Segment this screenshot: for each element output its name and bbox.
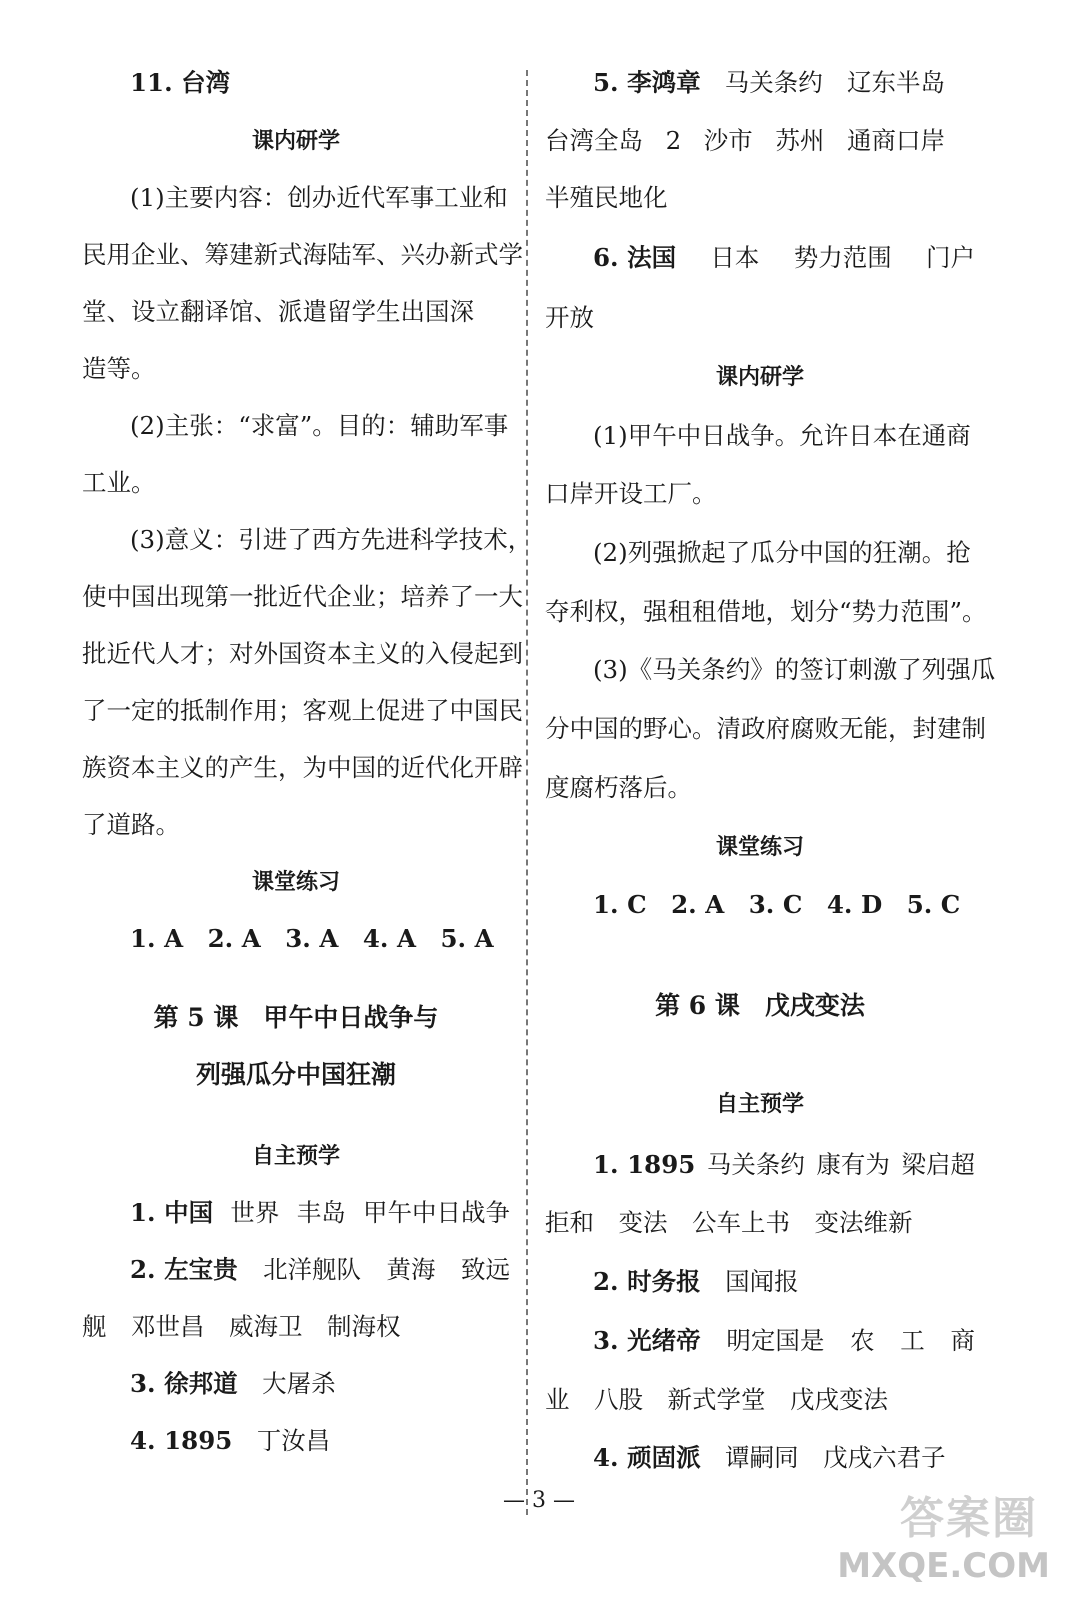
answer-term: 日本 <box>710 243 760 272</box>
answer-line <box>545 1208 913 1238</box>
answer-line: 半殖民地化 <box>545 183 668 212</box>
answer-line <box>130 1369 336 1399</box>
answer-line <box>593 1267 799 1297</box>
answer-term: 变法维新 <box>814 1208 913 1237</box>
paragraph-line: 族资本主义的产生，为中国的近代化开辟 <box>82 753 523 782</box>
paragraph-line: (2)主张：“求富”。目的：辅助军事 <box>130 411 509 440</box>
answer-line <box>545 126 945 156</box>
paragraph-line: (2)列强掀起了瓜分中国的狂潮。抢 <box>593 538 971 567</box>
answer: 5. A <box>440 924 494 953</box>
answer-term: 6. 法国 <box>593 243 677 272</box>
lesson-title: 第 6 课 戊戌变法 <box>655 991 865 1020</box>
answer-term: 2. 左宝贵 <box>130 1255 238 1284</box>
answer-term: 世界 <box>230 1198 280 1227</box>
section-heading-practice: 课堂练习 <box>715 834 804 860</box>
answer-term: 3. 徐邦道 <box>130 1369 238 1398</box>
answer-term: 门户 <box>926 243 975 272</box>
answer: 3. C <box>748 890 803 919</box>
answer-term: 业 <box>545 1385 570 1414</box>
paragraph-line: 口岸开设工厂。 <box>545 479 717 508</box>
answer-term: 变法 <box>618 1208 668 1237</box>
left-column <box>82 0 533 1520</box>
answer: 2. A <box>671 890 725 919</box>
paragraph-line: 了一定的抵制作用；客观上促进了中国民 <box>82 696 523 725</box>
paragraph-line: 夺利权，强租租借地，划分“势力范围”。 <box>545 597 987 626</box>
answer-term: 2. 时务报 <box>593 1267 701 1296</box>
answer-term: 商 <box>950 1326 975 1355</box>
answer-term: 2 <box>665 126 682 155</box>
paragraph-line: 工业。 <box>82 468 156 497</box>
answer-term: 国闻报 <box>725 1267 799 1296</box>
answer-term: 邓世昌 <box>131 1312 205 1341</box>
answer-term: 丁汝昌 <box>256 1426 331 1455</box>
section-heading-study: 课内研学 <box>251 128 340 154</box>
answer-line <box>130 1198 510 1228</box>
answer-term: 公车上书 <box>692 1208 790 1237</box>
answer-term: 丰岛 <box>296 1198 346 1227</box>
answer-line <box>593 1150 975 1180</box>
paragraph-line: (1)甲午中日战争。允许日本在通商 <box>593 421 971 450</box>
lesson-title: 列强瓜分中国狂潮 <box>195 1060 396 1089</box>
answer-term: 威海卫 <box>229 1312 303 1341</box>
paragraph-line: (1)主要内容：创办近代军事工业和 <box>130 183 508 212</box>
practice-answers <box>593 890 960 920</box>
answer-term: 5. 李鸿章 <box>593 68 701 97</box>
answer-term: 谭嗣同 <box>725 1443 799 1472</box>
answer-term: 拒和 <box>545 1208 594 1237</box>
answer-item-11: 11. 台湾 <box>130 68 231 97</box>
answer-term: 戊戌变法 <box>790 1385 888 1414</box>
paragraph-line: 了道路。 <box>82 810 180 839</box>
answer: 4. D <box>826 890 883 919</box>
answer-term: 沙市 <box>703 126 753 155</box>
answer-term: 工 <box>900 1326 925 1355</box>
answer-line <box>593 68 945 98</box>
section-heading-preview: 自主预学 <box>715 1091 804 1117</box>
answer-term: 4. 1895 <box>130 1426 233 1455</box>
answer-term: 明定国是 <box>726 1326 825 1355</box>
answer-line <box>593 1326 975 1356</box>
answer-line <box>130 1255 510 1285</box>
practice-answers <box>130 924 494 954</box>
answer: 2. A <box>207 924 261 953</box>
answer-term: 新式学堂 <box>667 1385 766 1414</box>
paragraph-line: 分中国的野心。清政府腐败无能，封建制 <box>545 714 986 743</box>
answer-line: 开放 <box>545 303 594 332</box>
answer-term: 舰 <box>82 1312 107 1341</box>
paragraph-line: 造等。 <box>82 354 156 383</box>
paragraph-line: 堂、设立翻译馆、派遣留学生出国深 <box>82 297 474 326</box>
paragraph-line: 民用企业、筹建新式海陆军、兴办新式学 <box>82 240 523 269</box>
answer: 1. C <box>593 890 647 919</box>
answer-term: 黄海 <box>386 1255 436 1284</box>
answer-term: 甲午中日战争 <box>363 1198 510 1227</box>
section-heading-study: 课内研学 <box>715 364 804 390</box>
answer-term: 辽东半岛 <box>846 68 945 97</box>
paragraph-line: 批近代人才；对外国资本主义的入侵起到 <box>82 639 523 668</box>
answer-term: 戊戌六君子 <box>823 1443 946 1472</box>
answer-term: 梁启超 <box>901 1150 975 1179</box>
answer-line <box>130 1426 330 1456</box>
section-heading-preview: 自主预学 <box>251 1143 340 1169</box>
watermark-logo-text: 答案圈 <box>900 1493 1038 1544</box>
column-divider <box>526 70 528 1515</box>
answer: 3. A <box>285 924 339 953</box>
paragraph-line: 使中国出现第一批近代企业；培养了一大 <box>82 582 523 611</box>
answer-term: 3. 光绪帝 <box>593 1326 701 1355</box>
answer-line <box>593 243 975 273</box>
answer-term: 制海权 <box>327 1312 401 1341</box>
answer-line <box>82 1312 401 1342</box>
answer-line <box>593 1443 946 1473</box>
answer-term: 马关条约 <box>706 1150 805 1179</box>
answer-term: 康有为 <box>816 1150 890 1179</box>
answer-term: 农 <box>850 1326 875 1355</box>
answer-term: 苏州 <box>775 126 825 155</box>
answer-term: 马关条约 <box>724 68 823 97</box>
answer-term: 4. 顽固派 <box>593 1443 701 1472</box>
answer-term: 台湾全岛 <box>545 126 643 155</box>
answer-term: 1. 1895 <box>593 1150 696 1179</box>
paragraph-line: (3)《马关条约》的签订刺激了列强瓜 <box>593 655 996 684</box>
section-heading-practice: 课堂练习 <box>251 869 340 895</box>
answer: 4. A <box>362 924 416 953</box>
watermark-url: MXQE.COM <box>837 1546 1050 1586</box>
answer: 5. C <box>906 890 961 919</box>
lesson-title: 第 5 课 甲午中日战争与 <box>153 1003 439 1032</box>
answer-term: 通商口岸 <box>846 126 945 155</box>
answer-term: 致远 <box>460 1255 510 1284</box>
answer-line <box>545 1385 888 1415</box>
answer-term: 八股 <box>594 1385 643 1414</box>
answer-term: 北洋舰队 <box>263 1255 362 1284</box>
page-number: — 3 — <box>503 1488 575 1513</box>
answer: 1. A <box>130 924 184 953</box>
paragraph-line: (3)意义：引进了西方先进科学技术， <box>130 525 533 554</box>
paragraph-line: 度腐朽落后。 <box>545 773 692 802</box>
right-column <box>545 0 996 1520</box>
watermark-logo <box>837 1474 1056 1594</box>
answer-term: 大屠杀 <box>262 1369 336 1398</box>
answer-term: 势力范围 <box>793 243 892 272</box>
answer-term: 1. 中国 <box>130 1198 214 1227</box>
